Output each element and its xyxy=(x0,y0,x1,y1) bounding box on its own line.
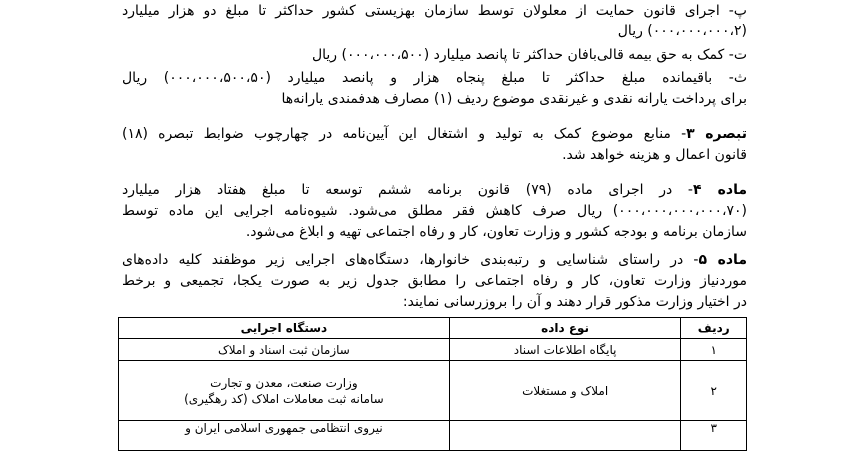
clause-t-line: ت- کمک به حق بیمه قالی‌بافان حداکثر تا پانصد میلیارد (۰۰۰،۰۰۰،۵۰۰) ریال xyxy=(311,47,747,63)
data-type-cell: پایگاه اطلاعات اسناد xyxy=(449,339,681,361)
header-data-type: نوع داده xyxy=(449,318,681,339)
article-4-label: ماده ۴ xyxy=(692,182,747,198)
article-5-label: ماده ۵ xyxy=(698,252,747,268)
data-sources-table xyxy=(118,317,747,451)
agency-cell xyxy=(119,361,450,421)
article-5-line-2: موردنیاز وزارت تعاون، کار و رفاه اجتماعی را مطابق جدول زیر به صورت یکجا، تجمیعی و برخط xyxy=(122,273,747,289)
article-5-text: - در راستای شناسایی و رتبه‌بندی خانوارها، دستگاه‌های اجرایی زیر موظفند کلیه داده‌های xyxy=(122,252,699,268)
article-4-text: - در اجرای ماده (۷۹) قانون برنامه ششم توسعه تا مبلغ هفتاد هزار میلیارد xyxy=(122,182,693,198)
agency-cell-line: وزارت صنعت، معدن و تجارت xyxy=(210,375,358,390)
note-3-label: تبصره ۳ xyxy=(686,126,747,142)
clause-s-line-1: ث- باقیمانده مبلغ حداکثر تا مبلغ پنجاه هزار و پانصد میلیارد (۰۰۰،۰۰۰،۵۰۰،۵۰) ریال xyxy=(122,70,747,86)
agency-cell: نیروی انتظامی جمهوری اسلامی ایران و xyxy=(119,421,450,451)
data-type-cell: املاک و مستغلات xyxy=(449,361,681,421)
clause-p-line-2: (۰۰۰،۰۰۰،۰۰۰،۲) ریال xyxy=(617,23,747,39)
article-4-line-1 xyxy=(122,180,747,200)
article-4-line-3: سازمان برنامه و بودجه کشور و وزارت تعاون، کار و رفاه اجتماعی تهیه و ابلاغ می‌شود. xyxy=(245,224,747,240)
row-number-cell: ۲ xyxy=(681,361,747,421)
table-row xyxy=(119,421,747,451)
agency-cell: سازمان ثبت اسناد و املاک xyxy=(119,339,450,361)
note-3-line-2: قانون اعمال و هزینه خواهد شد. xyxy=(562,147,747,163)
article-4-line-2: (۰۰۰،۰۰۰،۰۰۰،۰۰۰،۷۰) ریال صرف کاهش فقر مطلق می‌شود. شیوه‌نامه اجرایی این ماده توسط xyxy=(122,203,747,219)
row-number-cell: ۱ xyxy=(681,339,747,361)
clause-p-line-1: پ- اجرای قانون حمایت از معلولان توسط سازمان بهزیستی کشور حداکثر تا مبلغ دو هزار میلیارد xyxy=(122,3,747,19)
note-3-line-1 xyxy=(122,124,747,144)
article-5-line-3: در اختیار وزارت مذکور قرار دهند و آن را بروزرسانی نمایند: xyxy=(402,294,747,310)
data-type-cell xyxy=(449,421,681,451)
note-3-text: - منابع موضوع کمک به تولید و اشتغال این آیین‌نامه در چهارچوب ضوابط تبصره (۱۸) xyxy=(122,126,687,142)
table-row xyxy=(119,339,747,361)
table-row xyxy=(119,361,747,421)
agency-cell-line: سامانه ثبت معاملات املاک (کد رهگیری) xyxy=(184,391,384,406)
article-5-line-1 xyxy=(122,250,747,270)
row-number-cell: ۳ xyxy=(681,421,747,451)
header-row-number: ردیف xyxy=(681,318,747,339)
table-header-row xyxy=(119,318,747,339)
header-agency: دستگاه اجرایی xyxy=(119,318,450,339)
clause-s-line-2: برای پرداخت یارانه نقدی و غیرنقدی موضوع ردیف (۱) مصارف هدفمندی یارانه‌ها xyxy=(281,91,747,107)
